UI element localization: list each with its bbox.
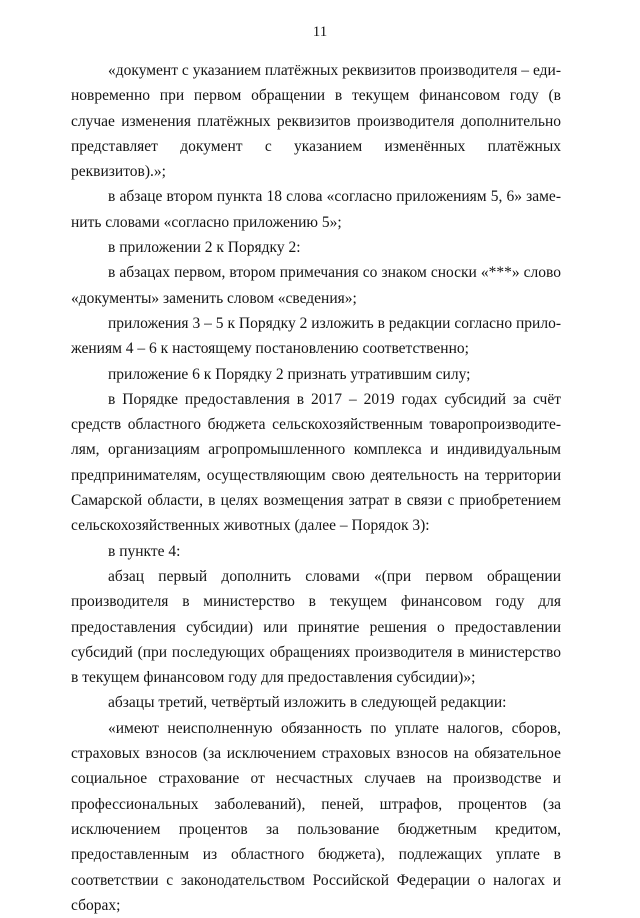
document-body — [71, 58, 561, 918]
paragraph: в абзаце втором пункта 18 слова «согласно приложениям 5, 6» заменить словами «согласно приложению 5»; — [71, 188, 561, 231]
paragraph: приложение 6 к Порядку 2 признать утратившим силу; — [108, 365, 471, 383]
paragraph: абзац первый дополнить словами «(при первом обращении производителя в министерство в текущем финансовом году для предоставления субсидии) или принятие решения о предоставлении субсидий (при последующих обращениях производителя в министерство в текущем финансовом году для предоставления субсидии)»; — [71, 567, 561, 687]
paragraph: в Порядке предоставления в 2017 – 2019 годах субсидий за счёт средств областного бюджета сельскохозяйственным товаропроизводителям, организациям агропромышленного комплекса и индивидуальным предпринимателям, осуществляющим свою деятельность на территории Самарской области, в целях возмещения затрат в связи с приобретением сельскохозяйственных животных (далее – Порядок 3): — [71, 390, 561, 535]
paragraph: в пункте 4: — [108, 542, 181, 560]
paragraph: «документ с указанием платёжных реквизитов производителя – единовременно при первом обращении в текущем финансовом году (в случае изменения платёжных реквизитов производителя дополнительно представляет документ с указанием изменённых платёжных реквизитов).»; — [71, 62, 561, 181]
paragraph: «имеют неисполненную обязанность по уплате налогов, сборов, страховых взносов (за исключением страховых взносов на обязательное социальное страхование от несчастных случаев на производстве и профессиональных заболеваний), пеней, штрафов, процентов (за исключением процентов за пользование бюджетным кредитом, предоставленным из областного бюджета), подлежащих уплате в соответствии с законодательством Российской Федерации о налогах и сборах; — [71, 719, 561, 914]
paragraph: в приложении 2 к Порядку 2: — [108, 239, 301, 257]
paragraph: приложения 3 – 5 к Порядку 2 изложить в редакции согласно приложениям 4 – 6 к настоящему постановлению соответственно; — [71, 314, 561, 358]
page-number: 11 — [312, 24, 328, 40]
paragraph: абзацы третий, четвёртый изложить в следующей редакции: — [108, 694, 507, 712]
paragraph: в абзацах первом, втором примечания со знаком сноски «***» слово «документы» заменить словом «сведения»; — [71, 264, 561, 307]
